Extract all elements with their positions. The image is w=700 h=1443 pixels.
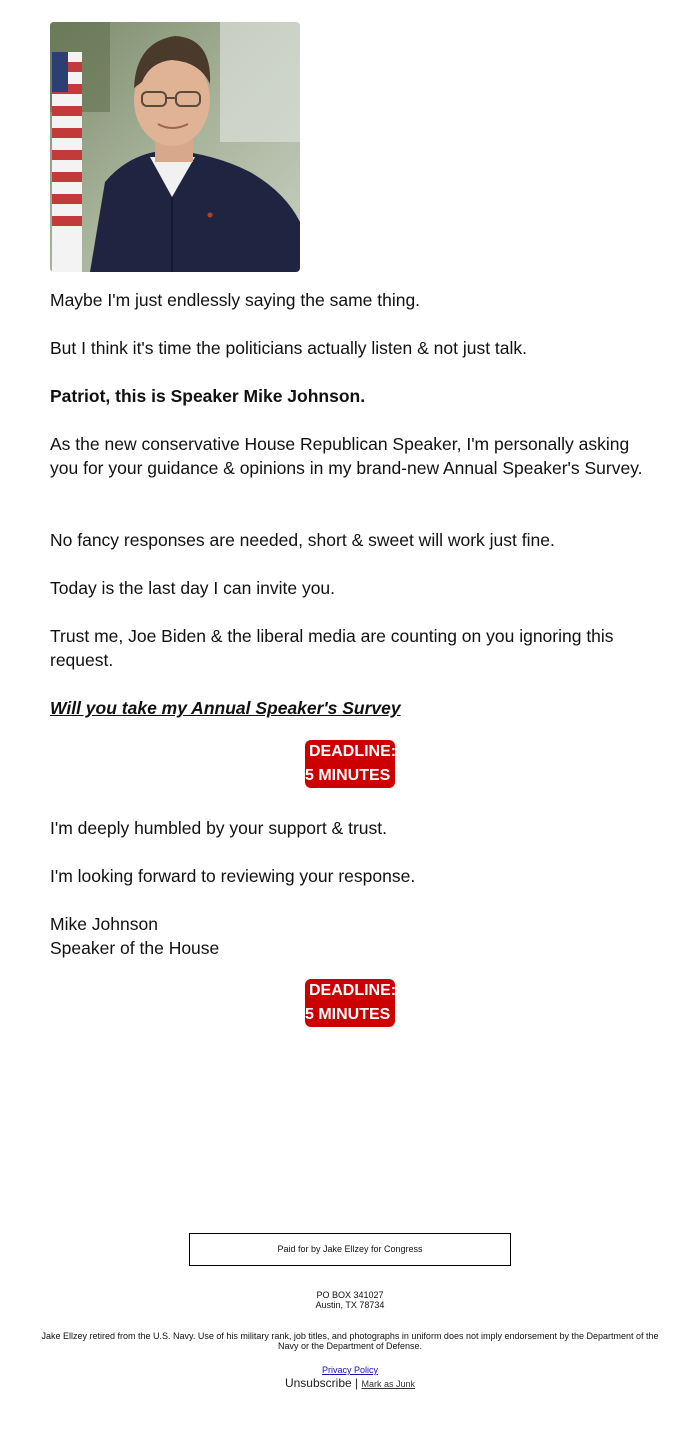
paragraph-humbled: I'm deeply humbled by your support & trust.: [50, 818, 387, 838]
mailing-address-line1: PO BOX 341027: [316, 1290, 384, 1300]
deadline-button-line2: 5 MINUTES: [305, 1006, 391, 1023]
paragraph-greeting: Patriot, this is Speaker Mike Johnson.: [50, 386, 366, 406]
signature-name: Mike Johnson: [50, 914, 158, 934]
paragraph-last-day: Today is the last day I can invite you.: [50, 578, 336, 598]
deadline-button-line1: DEADLINE:: [309, 743, 397, 760]
deadline-button-line1: DEADLINE:: [309, 982, 397, 999]
deadline-button-line2: 5 MINUTES: [305, 767, 391, 784]
paragraph-trust-me: Trust me, Joe Biden & the liberal media are counting on you ignoring this request.: [50, 626, 614, 670]
unsubscribe-link[interactable]: Unsubscribe: [284, 1376, 352, 1390]
paid-for-disclaimer: Paid for by Jake Ellzey for Congress: [189, 1233, 511, 1266]
deadline-button-bottom[interactable]: [305, 979, 395, 1027]
paragraph-looking-forward: I'm looking forward to reviewing your response.: [50, 866, 416, 886]
signature-title: Speaker of the House: [50, 938, 220, 958]
paragraph-politicians: But I think it's time the politicians actually listen & not just talk.: [50, 338, 528, 358]
privacy-policy-link[interactable]: Privacy Policy: [321, 1365, 378, 1375]
deadline-button-top[interactable]: [305, 740, 395, 788]
separator: |: [355, 1376, 359, 1390]
paragraph-survey-ask: As the new conservative House Republican Speaker, I'm personally asking you for your guidance & opinions in my brand-new Annual Speaker's Survey.: [50, 434, 643, 478]
speaker-photo: [50, 22, 300, 272]
mailing-address-line2: Austin, TX 78734: [315, 1300, 385, 1310]
paragraph-short-sweet: No fancy responses are needed, short & sweet will work just fine.: [50, 530, 555, 550]
paragraph-intro: Maybe I'm just endlessly saying the same thing.: [50, 290, 421, 310]
survey-cta-link[interactable]: Will you take my Annual Speaker's Survey: [50, 698, 401, 718]
military-disclaimer: Jake Ellzey retired from the U.S. Navy. Use of his military rank, job titles, and photographs in uniform does not imply endorsement by the Department of the Navy or the Department of Defense.: [41, 1331, 659, 1351]
privacy-row: [40, 1365, 660, 1375]
survey-cta-paragraph: [50, 696, 655, 720]
mark-as-junk-link[interactable]: Mark as Junk: [361, 1379, 416, 1389]
unsubscribe-row: [40, 1376, 660, 1391]
